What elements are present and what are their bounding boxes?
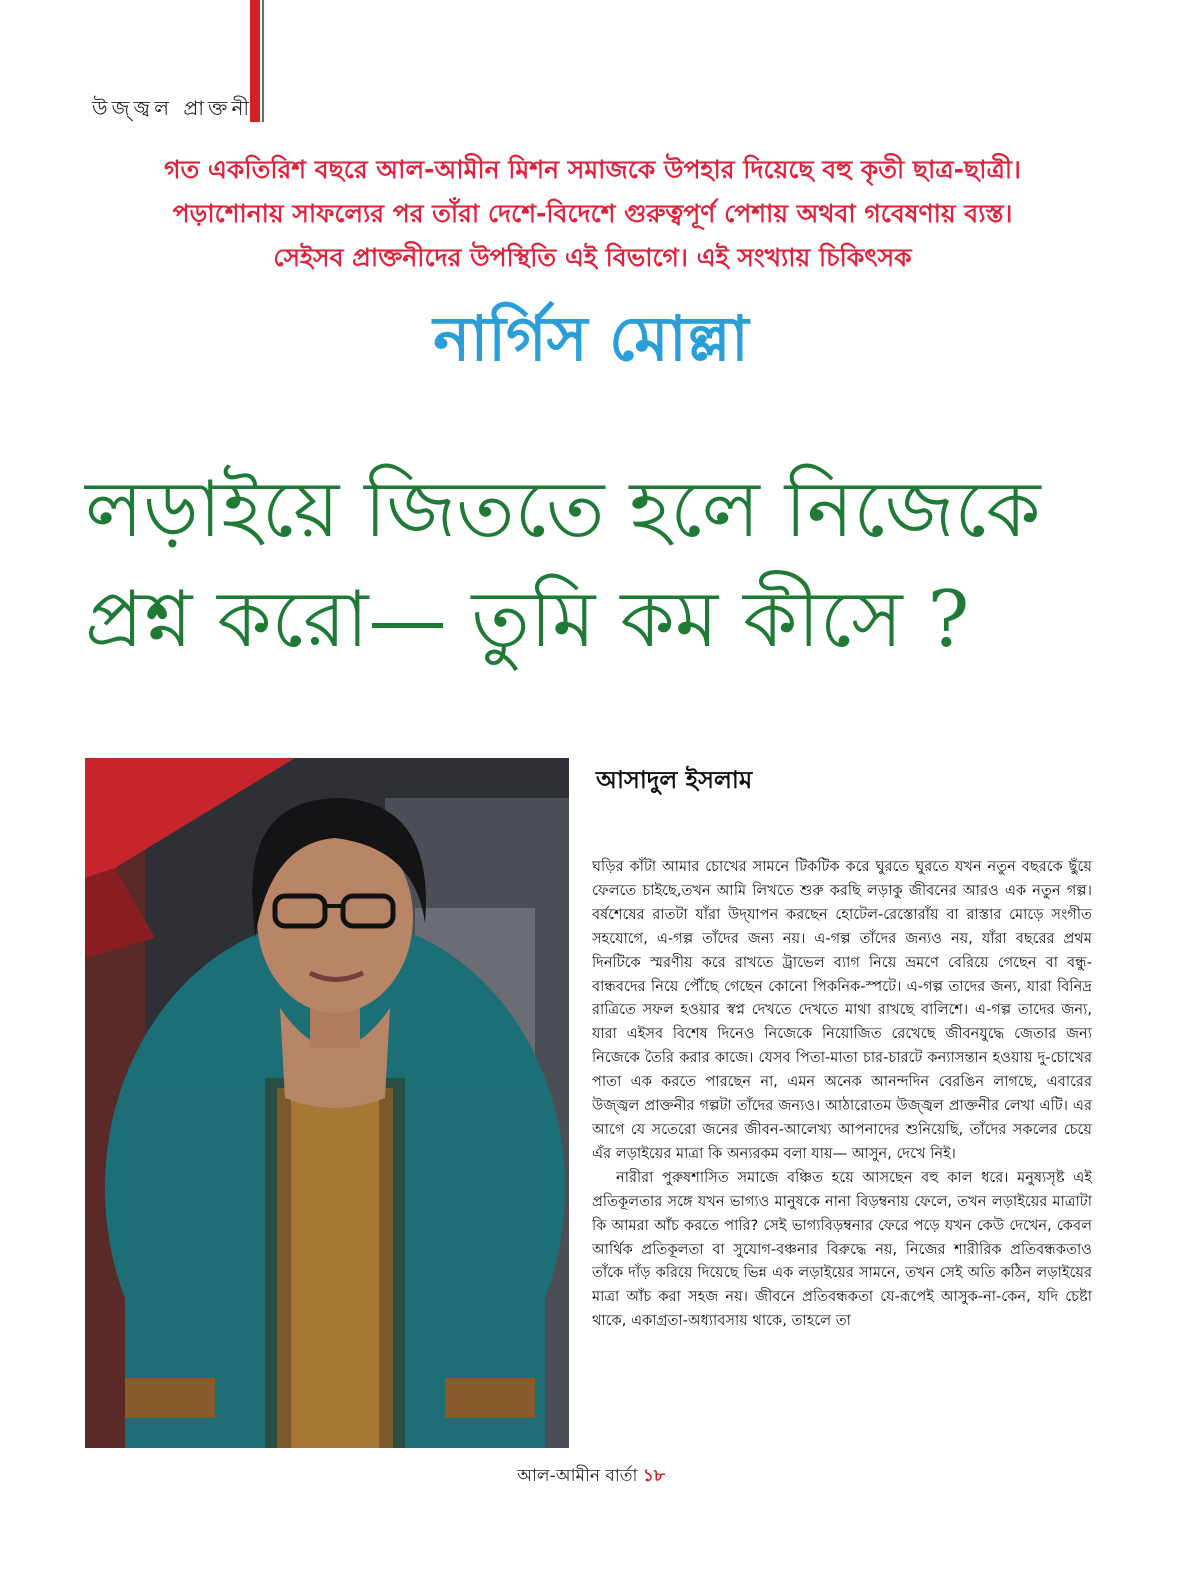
article-headline: [85, 455, 1115, 675]
page-number: ১৮: [642, 1466, 665, 1486]
author-name: আসাদুল ইসলাম: [596, 766, 753, 794]
section-label: উজ্জ্বল প্রাক্তনী: [92, 96, 254, 120]
publication-name: আল-আমীন বার্তা: [517, 1466, 638, 1486]
paragraph: নারীরা পুরুষশাসিত সমাজে বঞ্চিত হয়ে আসছেন বহু কাল ধরে। মনুষ্যসৃষ্ট এই প্রতিকূলতার সঙ্গে যখন ভাগ্যও মানুষকে নানা বিড়ম্বনায় ফেলে, তখন লড়াইয়ের মাত্রাটা কি আমরা আঁচ করতে পারি? সেই ভাগ্যবিড়ম্বনার ফেরে পড়ে যখন কেউ দেখেন, কেবল আর্থিক প্রতিকূলতা বা সুযোগ-বঞ্চনার বিরুদ্ধে নয়, নিজের শারীরিক প্রতিবন্ধকতাও তাঁকে দাঁড় করিয়ে দিয়েছে ভিন্ন এক লড়াইয়ের সামনে, তখন সেই অতি কঠিন লড়াইয়ের মাত্রা আঁচ করা সহজ নয়। জীবনে প্রতিবন্ধকতা যে-রূপেই আসুক-না-কেন, যদি চেষ্টা থাকে, একাগ্রতা-অধ্যাবসায় থাকে, তাহলে তা: [592, 1168, 1092, 1330]
intro-line: পড়াশোনায় সাফল্যের পর তাঁরা দেশে-বিদেশে গুরুত্বপূর্ণ পেশায় অথবা গবেষণায় ব্যস্ত।: [172, 199, 1013, 228]
portrait-photo: [85, 758, 569, 1448]
header-divider: [262, 0, 264, 122]
headline-line: লড়াইয়ে জিততে হলে নিজেকে: [85, 465, 1041, 555]
intro-text: [95, 148, 1090, 280]
article-body: [592, 855, 1092, 1333]
paragraph: ঘড়ির কাঁটা আমার চোখের সামনে টিকটিক করে ঘুরতে ঘুরতে যখন নতুন বছরকে ছুঁয়ে ফেলতে চাইছে,তখন আমি লিখতে শুরু করছি লড়াকু জীবনের আরও এক নতুন গল্প। বর্ষশেষের রাতটা যাঁরা উদ্‌যাপন করছেন হোটেল-রেস্তোরাঁয় বা রাস্তার মোড়ে সংগীত সহযোগে, এ-গল্প তাঁদের জন্য নয়। এ-গল্প তাঁদের জন্যও নয়, যাঁরা বছরের প্রথম দিনটিকে স্মরণীয় করে রাখতে ট্রাভেল ব্যাগ নিয়ে ভ্রমণে বেরিয়ে গেছেন বা বন্ধু-বান্ধবদের নিয়ে পৌঁছে গেছেন কোনো পিকনিক-স্পটে। এ-গল্প তাদের জন্য, যারা বিনিদ্র রাত্রিতে সফল হওয়ার স্বপ্ন দেখতে দেখতে মাথা রাখছে বালিশে। এ-গল্প তাদের জন্য, যারা এইসব বিশেষ দিনেও নিজেকে নিয়োজিত রেখেছে জীবনযুদ্ধে জেতার জন্য নিজেকে তৈরি করার কাজে। যেসব পিতা-মাতা চার-চারটে কন্যাসন্তান হওয়ায় দু-চোখের পাতা এক করতে পারছেন না, এমন অনেক আনন্দদিন বেরঙিন লাগছে, এবারের উজ্জ্বল প্রাক্তনীর গল্পটা তাঁদের জন্যও। আঠারোতম উজ্জ্বল প্রাক্তনীর লেখা এটি। এর আগে যে সতেরো জনের জীবন-আলেখ্য আপনাদের শুনিয়েছি, তাঁদের সকলের চেয়ে এঁর লড়াইয়ের মাত্রা কি অন্যরকম বলা যায়— আসুন, দেখে নিই।: [592, 858, 1092, 1162]
intro-line: গত একতিরিশ বছরে আল-আমীন মিশন সমাজকে উপহার দিয়েছে বহু কৃতী ছাত্র-ছাত্রী।: [164, 155, 1021, 184]
page-footer: [0, 1463, 1182, 1491]
featured-name: নার্গিস মোল্লা: [433, 302, 749, 375]
intro-line: সেইসব প্রাক্তনীদের উপস্থিতি এই বিভাগে। এই সংখ্যায় চিকিৎসক: [273, 243, 912, 272]
headline-line: প্রশ্ন করো— তুমি কম কীসে ?: [85, 575, 970, 665]
